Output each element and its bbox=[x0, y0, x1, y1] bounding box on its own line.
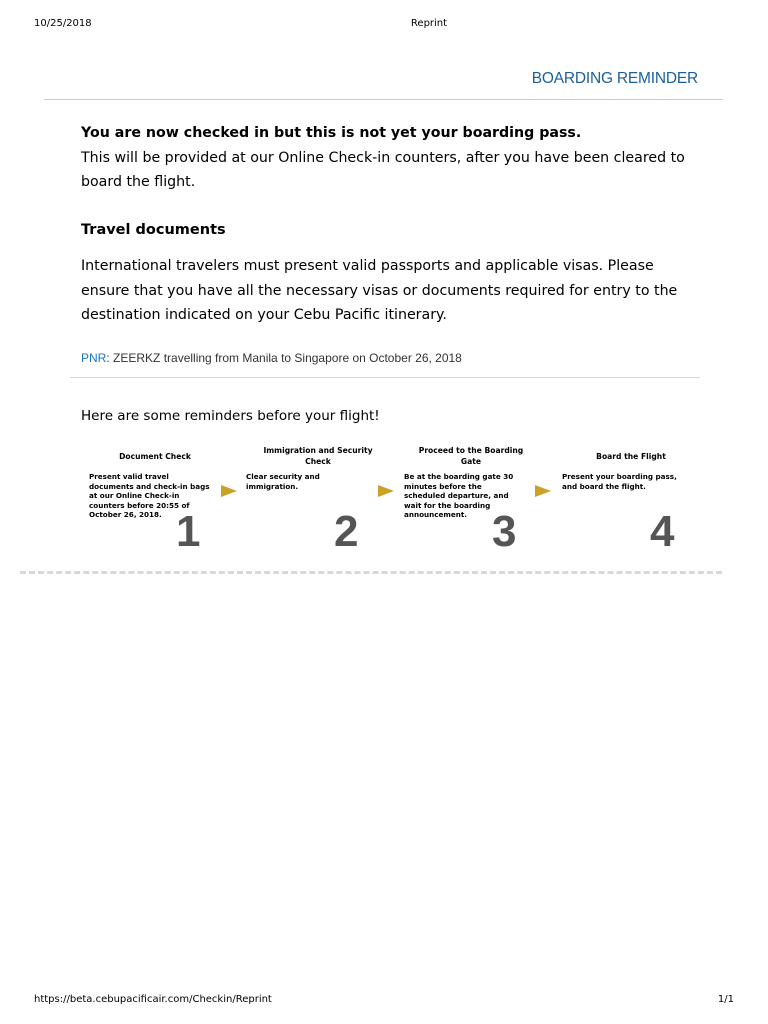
section-divider bbox=[44, 99, 723, 100]
print-header-title: Reprint bbox=[410, 18, 448, 29]
pnr-label: PNR bbox=[81, 351, 107, 365]
reminders-title: Here are some reminders before your flight! bbox=[81, 408, 380, 424]
print-header-date: 10/25/2018 bbox=[34, 18, 92, 29]
print-footer-url: https://beta.cebupacificair.com/Checkin/Reprint bbox=[34, 994, 272, 1005]
step-1-title: Document Check bbox=[119, 452, 191, 461]
step-4-title: Board the Flight bbox=[596, 452, 666, 461]
pnr-line bbox=[81, 351, 462, 365]
print-footer-page: 1/1 bbox=[717, 994, 734, 1005]
step-1-description: Present valid travel documents and check-in bags at our Online Check-in counters before 20:55 of October 26, 2018. bbox=[89, 472, 210, 520]
travel-documents-text: International travelers must present valid passports and applicable visas. Please ensure that you have all the necessary visas or documents required for entry to the destination indicated on your Cebu Pacific itinerary. bbox=[81, 258, 678, 323]
step-2-number: 2 bbox=[334, 507, 359, 556]
step-2-title: Immigration and Security Check bbox=[263, 446, 373, 466]
pnr-divider bbox=[70, 377, 700, 378]
pnr-text: ZEERKZ travelling from Manila to Singapore on October 26, 2018 bbox=[113, 351, 462, 365]
section-heading: BOARDING REMINDER bbox=[531, 70, 698, 87]
step-2-description: Clear security and immigration. bbox=[246, 472, 320, 491]
step-3-title: Proceed to the Boarding Gate bbox=[418, 446, 524, 466]
step-3-description: Be at the boarding gate 30 minutes before the scheduled departure, and wait for the boarding announcement. bbox=[404, 472, 514, 520]
step-4-description: Present your boarding pass, and board the flight. bbox=[562, 472, 677, 491]
arrow-right-icon bbox=[221, 485, 237, 497]
step-1-number: 1 bbox=[176, 507, 201, 556]
arrow-right-icon bbox=[535, 485, 551, 497]
travel-documents-heading: Travel documents bbox=[81, 222, 226, 238]
dashed-divider bbox=[20, 571, 722, 574]
notice-bold-text: You are now checked in but this is not yet your boarding pass. bbox=[81, 125, 582, 141]
checkin-notice bbox=[81, 121, 701, 195]
arrow-right-icon bbox=[378, 485, 394, 497]
notice-text: This will be provided at our Online Check-in counters, after you have been cleared to board the flight. bbox=[81, 149, 685, 190]
step-4-number: 4 bbox=[650, 507, 675, 556]
pnr-separator: : bbox=[106, 351, 114, 365]
step-3-number: 3 bbox=[492, 507, 517, 556]
